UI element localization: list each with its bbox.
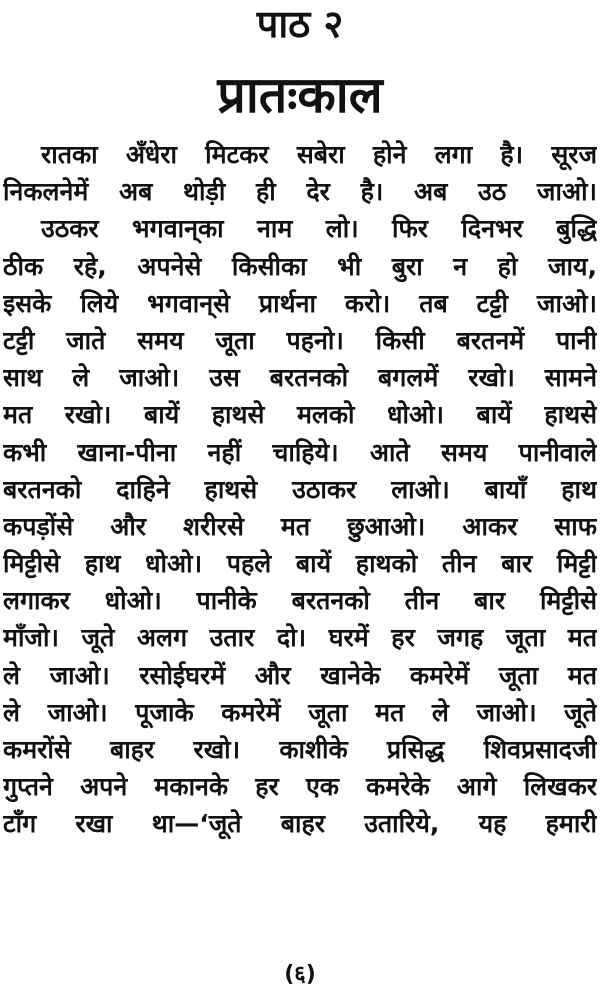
text-line: ले जाओ। पूजाके कमरेमें जूता मत ले जाओ। जूते <box>3 697 597 727</box>
text-line: निकलनेमें अब थोड़ी ही देर है। अब उठ जाओ। <box>3 177 597 207</box>
text-line: कमरोंसे बाहर रखो। काशीके प्रसिद्ध शिवप्रसादजी <box>3 735 597 764</box>
text-line: गुप्तने अपने मकानके हर एक कमरेके आगे लिखकर <box>3 772 597 802</box>
text-line: माँजो। जूते अलग उतार दो। घरमें हर जगह जूता मत <box>3 623 597 653</box>
text-line: कपड़ोंसे और शरीरसे मत छुआओ। आकर साफ <box>3 511 597 541</box>
text-line: टाँग रखा था—‘जूते बाहर उतारिये, यह हमारी <box>3 809 597 839</box>
text-line: टट्टी जाते समय जूता पहनो। किसी बरतनमें पानी <box>3 325 597 355</box>
text-line: मत रखो। बायें हाथसे मलको धोओ। बायें हाथसे <box>3 400 597 430</box>
text-line: साथ ले जाओ। उस बरतनको बगलमें रखो। सामने <box>3 363 597 393</box>
text-line: कभी खाना-पीना नहीं चाहिये। आते समय पानीवाले <box>3 437 597 467</box>
page-number: (६) <box>284 962 316 987</box>
text-line: लगाकर धोओ। पानीके बरतनको तीन बार मिट्टीसे <box>3 586 597 616</box>
text-line: बरतनको दाहिने हाथसे उठाकर लाओ। बायाँ हाथ <box>3 474 597 504</box>
text-line: रातका अँधेरा मिटकर सबेरा होने लगा है। सूरज <box>41 140 597 169</box>
text-line: इसके लिये भगवान्‌से प्रार्थना करो। तब टट्टी जाओ। <box>3 288 597 318</box>
lesson-heading: पाठ २ <box>256 2 344 46</box>
lesson-body-text <box>3 136 597 843</box>
text-line: उठकर भगवान्‌का नाम लो। फिर दिनभर बुद्धि <box>41 214 597 244</box>
text-line: ठीक रहे, अपनेसे किसीका भी बुरा न हो जाय, <box>3 251 597 281</box>
lesson-title: प्रातःकाल <box>217 66 383 124</box>
text-line: ले जाओ। रसोईघरमें और खानेके कमरेमें जूता मत <box>3 660 597 690</box>
text-line: मिट्टीसे हाथ धोओ। पहले बायें हाथको तीन बार मिट्टी <box>3 549 597 579</box>
